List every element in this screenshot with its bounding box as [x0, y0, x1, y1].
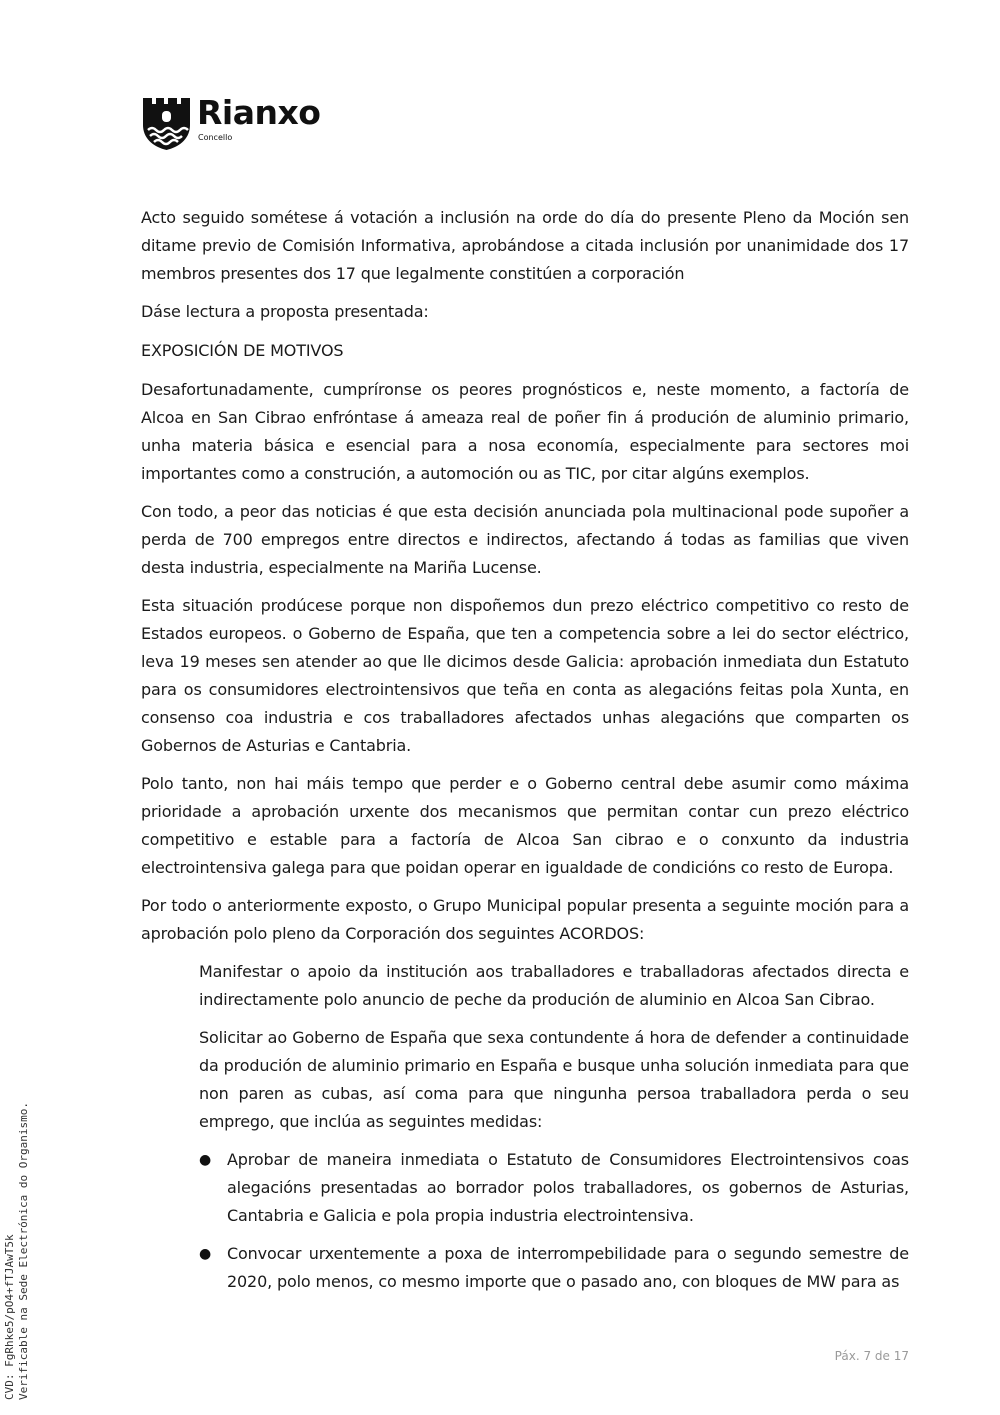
paragraph: Por todo o anteriormente exposto, o Grupo Municipal popular presenta a seguinte moción para a aprobación polo pleno da Corporación dos seguintes ACORDOS: [141, 896, 909, 943]
verification-sidebar [3, 980, 31, 1400]
section-heading: EXPOSICIÓN DE MOTIVOS [141, 341, 344, 360]
paragraph: Con todo, a peor das noticias é que esta decisión anunciada pola multinacional pode supoñer a perda de 700 empregos entre directos e indirectos, afectando á todas as familias que viven desta industria, especialmente na Mariña Lucense. [141, 502, 909, 577]
paragraph: Desafortunadamente, cumpríronse os peores prognósticos e, neste momento, a factoría de Alcoa en San Cibrao enfróntase á ameaza real de poñer fin á produción de aluminio primario, unha materia básica e esencial para a nosa economía, especialmente para sectores moi importantes como a construción, a automoción ou as TIC, por citar algúns exemplos. [141, 380, 909, 483]
list-item [141, 1146, 909, 1230]
paragraph: Acto seguido sométese á votación a inclusión na orde do día do presente Pleno da Moción sen ditame previo de Comisión Informativa, aprobándose a citada inclusión por unanimidade dos 17 membros presentes dos 17 que legalmente constitúen a corporación [141, 208, 909, 283]
paragraph: Dáse lectura a proposta presentada: [141, 302, 429, 321]
paragraph: Esta situación prodúcese porque non dispoñemos dun prezo eléctrico competitivo co resto de Estados europeos. o Goberno de España, que ten a competencia sobre a lei do sector eléctrico, leva 19 meses sen atender ao que lle dicimos desde Galicia: aprobación inmediata dun Estatuto para os consumidores electrointensivos que teña en conta as alegacións feitas pola Xunta, en consenso coa industria e cos traballadores afectados unhas alegacións que comparten os Gobernos de Asturias e Cantabria. [141, 596, 909, 755]
paragraph: Polo tanto, non hai máis tempo que perder e o Goberno central debe asumir como máxima prioridade a aprobación urxente dos mecanismos que permitan contar cun prezo eléctrico competitivo e estable para a factoría de Alcoa San cibrao e o conxunto da industria electrointensiva galega para que poidan operar en igualdade de condicións co resto de Europa. [141, 774, 909, 877]
verification-note: Verificable na Sede Electrónica do Organismo. [17, 1101, 30, 1400]
document-body [141, 204, 909, 1306]
bullet-dot-icon: ● [199, 1152, 212, 1168]
list-item-text: Convocar urxentemente a poxa de interrompebilidade para o segundo semestre de 2020, polo menos, co mesmo importe que o pasado ano, con bloques de MW para as [227, 1244, 909, 1291]
list-item-text: Solicitar ao Goberno de España que sexa contundente á hora de defender a continuidade da produción de aluminio primario en España e busque unha solución inmediata para que non paren as cubas, así coma para que ningunha persoa traballadora perda o seu emprego, que inclúa as seguintes medidas: [199, 1028, 909, 1131]
page-number: Páx. 7 de 17 [834, 1349, 909, 1363]
logo-wordmark: Rianxo [197, 93, 321, 132]
list-item [141, 1024, 909, 1136]
list-item [141, 958, 909, 1014]
list-item [141, 1240, 909, 1296]
rianxo-logo [142, 93, 342, 151]
castle-shield-icon [142, 97, 192, 151]
bullet-dot-icon: ● [199, 1246, 212, 1262]
list-item-text: Manifestar o apoio da institución aos traballadores e traballadoras afectados directa e indirectamente polo anuncio de peche da produción de aluminio en Alcoa San Cibrao. [199, 962, 909, 1009]
logo-subtitle: Concello [198, 133, 233, 142]
verification-code: CVD: FgRhke5/pO4+fTJAwT5k [3, 1234, 16, 1400]
list-item-text: Aprobar de maneira inmediata o Estatuto de Consumidores Electrointensivos coas alegacións presentadas ao borrador polos traballadores, os gobernos de Asturias, Cantabria e Galicia e pola propia industria electrointensiva. [227, 1150, 909, 1225]
